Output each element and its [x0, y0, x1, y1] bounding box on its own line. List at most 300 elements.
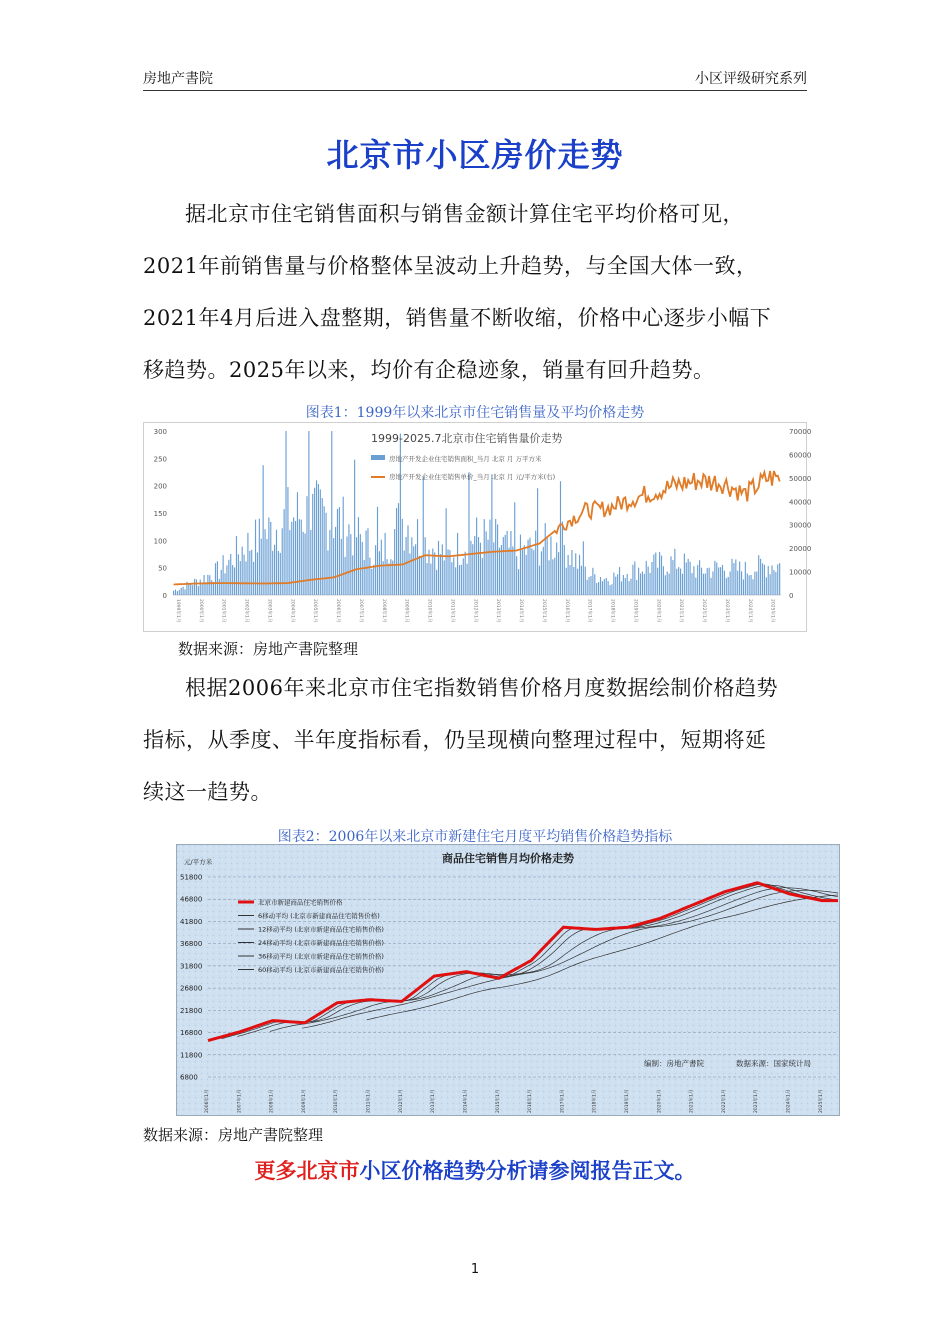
sales-bar [571, 550, 572, 595]
paragraph-1-line: 2021年4月后进入盘整期，销售量不断收缩，价格中心逐步小幅下 [143, 306, 772, 330]
x-tick: 2003年1月 [266, 599, 272, 623]
sales-bar [543, 547, 544, 595]
sales-bar [684, 554, 685, 595]
sales-bar [343, 497, 344, 595]
sales-bar [322, 498, 323, 595]
figure-1-source: 数据来源：房地产書院整理 [178, 640, 359, 658]
legend-label: 60移动平均 (北京市新建商品住宅销售价格) [258, 966, 384, 974]
sales-bar [289, 530, 290, 595]
x-tick: 2013年1月 [495, 599, 501, 623]
sales-bar [274, 545, 275, 595]
sales-bar [632, 565, 633, 595]
sales-bar [331, 431, 332, 595]
x-tick: 2011年1月 [449, 599, 455, 623]
x-tick: 2008年1月 [269, 1089, 275, 1113]
x-tick: 2019年1月 [625, 1089, 630, 1113]
sales-bar [484, 519, 485, 595]
y-left-tick: 100 [153, 537, 167, 546]
sales-bar [693, 566, 694, 595]
y-tick: 41800 [180, 917, 203, 926]
sales-bar [762, 563, 763, 595]
sales-bar [745, 562, 746, 595]
sales-bar [674, 549, 675, 595]
sales-bar [264, 529, 265, 595]
paragraph-2-line: 根据2006年来北京市住宅指数销售价格月度数据绘制价格趋势 [185, 676, 778, 700]
y-left-tick: 150 [153, 510, 167, 518]
sales-bar [436, 570, 437, 595]
sales-bar [234, 567, 235, 595]
sales-bar [423, 476, 424, 595]
sales-bar [737, 571, 738, 595]
x-tick: 2025年1月 [818, 1089, 824, 1113]
sales-bar [541, 551, 542, 595]
sales-bar [497, 524, 498, 595]
sales-bar [730, 571, 731, 595]
sales-bar [276, 530, 277, 595]
sales-bar [670, 556, 671, 595]
legend-label: 北京市新建商品住宅销售价格 [258, 898, 343, 907]
sales-bar [480, 543, 481, 595]
sales-bar [352, 555, 353, 595]
sales-bar [224, 573, 225, 595]
sales-bar [596, 583, 597, 595]
sales-bar [366, 531, 367, 595]
sales-bar [508, 548, 509, 595]
sales-bar [379, 551, 380, 595]
sales-bar [444, 560, 445, 595]
sales-bar [394, 529, 395, 595]
sales-bar [747, 573, 748, 595]
sales-bar [207, 575, 208, 595]
sales-bar [743, 579, 744, 595]
sales-bar [377, 507, 378, 595]
header-left: 房地产書院 [143, 71, 213, 87]
sales-bar [564, 545, 565, 595]
sales-bar [360, 534, 361, 595]
x-tick: 2009年1月 [403, 599, 409, 623]
y-tick: 51800 [180, 873, 203, 882]
sales-bar [247, 533, 248, 595]
sales-bar [301, 520, 302, 595]
sales-bar [598, 582, 599, 595]
sales-bar [263, 465, 264, 595]
sales-bar [634, 561, 635, 595]
sales-bar [558, 552, 559, 595]
sales-bar [242, 547, 243, 595]
sales-bar [537, 488, 538, 595]
sales-bar [728, 577, 729, 595]
sales-bar [653, 554, 654, 595]
sales-bar [470, 541, 471, 595]
sales-bar [188, 584, 189, 595]
sales-bar [630, 579, 631, 595]
sales-bar [434, 552, 435, 595]
sales-bar [566, 568, 567, 595]
sales-bar [752, 579, 753, 595]
figure-1-caption: 图表1：1999年以来北京市住宅销售量及平均价格走势 [305, 405, 645, 421]
sales-bar [404, 551, 405, 595]
sales-bar [663, 566, 664, 595]
sales-bar [282, 528, 283, 595]
sales-bar [240, 561, 241, 595]
sales-bar [428, 550, 429, 595]
sales-bar [198, 586, 199, 595]
sales-bar [705, 573, 706, 595]
sales-bar [499, 548, 500, 595]
sales-bar [770, 574, 771, 595]
closing-note-part2: 小区价格趋势分析请参阅报告正文。 [359, 1159, 696, 1183]
x-tick: 2017年1月 [586, 599, 592, 623]
x-tick: 2023年1月 [754, 1089, 760, 1113]
sales-bar [623, 575, 624, 595]
y-right-tick: 70000 [789, 428, 812, 436]
sales-bar [699, 560, 700, 595]
sales-bar [396, 508, 397, 595]
sales-bar [468, 472, 469, 595]
sales-bar [337, 509, 338, 595]
sales-bar [503, 537, 504, 595]
sales-bar [636, 580, 637, 595]
sales-bar [751, 575, 752, 595]
sales-bar [421, 556, 422, 595]
sales-bar [291, 522, 292, 595]
chart-2-annotation-left: 编制：房地产書院 [644, 1059, 704, 1068]
sales-bar [451, 562, 452, 595]
sales-bar [356, 537, 357, 595]
sales-bar [661, 556, 662, 595]
x-tick: 2024年1月 [746, 599, 752, 623]
sales-bar [446, 508, 447, 595]
sales-bar [638, 568, 639, 595]
paragraph-1-line: 移趋势。2025年以来，均价有企稳迹象，销量有回升趋势。 [143, 358, 715, 382]
sales-bar [608, 581, 609, 595]
sales-bar [568, 555, 569, 595]
sales-bar [629, 581, 630, 595]
y-left-tick: 200 [153, 482, 167, 491]
sales-bar [777, 564, 778, 595]
sales-bar [354, 460, 355, 595]
sales-bar [226, 565, 227, 595]
sales-bar [735, 559, 736, 595]
sales-bar [691, 573, 692, 595]
sales-bar [627, 574, 628, 595]
sales-bar [493, 542, 494, 595]
sales-bar [524, 545, 525, 595]
sales-bar [297, 492, 298, 595]
sales-bar [348, 524, 349, 595]
x-tick: 2019年1月 [632, 599, 638, 623]
sales-bar [516, 556, 517, 595]
sales-bar [440, 554, 441, 595]
sales-bar [367, 528, 368, 595]
sales-bar [341, 539, 342, 595]
y-right-tick: 50000 [789, 474, 812, 483]
sales-bar [369, 558, 370, 595]
page-title: 北京市小区房价走势 [326, 136, 624, 174]
x-tick: 2013年1月 [431, 1089, 437, 1113]
y-tick: 26800 [180, 984, 203, 993]
sales-bar [712, 571, 713, 595]
x-tick: 2021年1月 [678, 599, 684, 623]
sales-bar [407, 525, 408, 595]
sales-bar [457, 533, 458, 595]
sales-bar [253, 562, 254, 595]
y-tick: 21800 [180, 1006, 203, 1015]
sales-bar [398, 503, 399, 595]
sales-bar [417, 519, 418, 595]
y-right-tick: 30000 [789, 521, 812, 530]
legend-label: 24移动平均 (北京市新建商品住宅销售价格) [258, 939, 384, 947]
sales-bar [324, 506, 325, 595]
sales-bar [339, 507, 340, 595]
x-tick: 2002年1月 [243, 599, 249, 623]
sales-bar [739, 561, 740, 595]
sales-bar [686, 562, 687, 595]
header-right: 小区评级研究系列 [695, 71, 807, 87]
sales-bar [594, 574, 595, 595]
sales-bar [205, 582, 206, 595]
x-tick: 2011年1月 [366, 1089, 372, 1113]
sales-bar [709, 568, 710, 595]
sales-bar [665, 575, 666, 595]
sales-bar [625, 578, 626, 595]
sales-bar [592, 568, 593, 595]
sales-bar [676, 569, 677, 595]
sales-bar [520, 535, 521, 595]
y-right-tick: 10000 [789, 568, 812, 577]
sales-bar [219, 579, 220, 595]
sales-bar [236, 536, 237, 595]
sales-bar [173, 591, 174, 595]
x-tick: 2022年1月 [721, 1089, 727, 1113]
sales-bar [724, 571, 725, 595]
sales-bar [573, 567, 574, 595]
sales-bar [531, 548, 532, 595]
sales-bar [587, 580, 588, 595]
sales-bar [505, 535, 506, 595]
y-left-tick: 0 [162, 592, 167, 600]
sales-bar [667, 572, 668, 595]
sales-bar [345, 557, 346, 595]
x-tick: 2016年1月 [563, 599, 569, 623]
sales-bar [419, 556, 420, 595]
paragraph-2-line: 指标，从季度、半年度指标看，仍呈现横向整理过程中，短期将延 [143, 728, 767, 752]
paragraph-1 [143, 188, 807, 396]
sales-bar [556, 542, 557, 595]
sales-bar [284, 509, 285, 595]
sales-bar [200, 580, 201, 595]
y-tick: 36800 [180, 940, 203, 949]
sales-bar [327, 550, 328, 595]
sales-bar [244, 555, 245, 595]
sales-bar [644, 574, 645, 595]
sales-bar [486, 531, 487, 595]
sales-bar [415, 544, 416, 595]
x-tick: 2016年1月 [528, 1089, 534, 1113]
sales-bar [733, 563, 734, 595]
x-tick: 2015年1月 [495, 1089, 501, 1113]
sales-bar [215, 563, 216, 595]
sales-bar [611, 584, 612, 595]
sales-bar [642, 571, 643, 595]
legend-label: 36移动平均 (北京市新建商品住宅销售价格) [258, 952, 384, 961]
sales-bar [381, 540, 382, 595]
x-tick: 2018年1月 [592, 1089, 598, 1113]
chart-2-title: 商品住宅销售月均价格走势 [442, 852, 574, 865]
sales-bar [669, 574, 670, 595]
sales-bar [657, 568, 658, 595]
sales-bar [539, 566, 540, 595]
sales-bar [299, 519, 300, 595]
sales-bar [569, 565, 570, 595]
sales-bar [526, 555, 527, 595]
sales-bar [646, 561, 647, 595]
sales-bar [682, 574, 683, 595]
sales-bar [305, 533, 306, 595]
page-header [143, 68, 807, 91]
y-tick: 31800 [180, 962, 203, 971]
sales-bar [590, 576, 591, 595]
sales-bar [329, 530, 330, 595]
x-tick: 2006年1月 [205, 1089, 210, 1113]
sales-bar [310, 530, 311, 595]
sales-bar [358, 517, 359, 595]
paragraph-2 [143, 662, 807, 818]
sales-bar [585, 567, 586, 595]
x-tick: 2012年1月 [398, 1089, 404, 1113]
x-tick: 2007年1月 [357, 599, 363, 623]
sales-bar [779, 563, 780, 595]
sales-bar [760, 559, 761, 595]
sales-bar [617, 574, 618, 595]
sales-bar [619, 567, 620, 595]
sales-bar [278, 551, 279, 595]
sales-bar [373, 565, 374, 595]
y-right-tick: 40000 [789, 498, 812, 507]
sales-bar [430, 564, 431, 595]
sales-bar [409, 553, 410, 595]
sales-bar [552, 559, 553, 595]
sales-bar [756, 571, 757, 595]
sales-bar [707, 568, 708, 595]
sales-bar [476, 518, 477, 595]
sales-bar [181, 588, 182, 595]
y-tick: 11800 [180, 1051, 203, 1060]
sales-bar [510, 531, 511, 595]
legend-label: 12移动平均 (北京市新建商品住宅销售价格) [258, 925, 384, 934]
sales-bar [648, 567, 649, 595]
sales-bar [192, 585, 193, 595]
sales-bar [703, 574, 704, 595]
sales-bar [678, 567, 679, 595]
sales-bar [228, 560, 229, 595]
sales-bar [257, 552, 258, 595]
sales-bar [364, 560, 365, 595]
sales-bar [350, 534, 351, 595]
sales-bar [501, 545, 502, 595]
sales-bar [465, 552, 466, 595]
sales-bar [545, 523, 546, 595]
x-tick: 2023年1月 [723, 599, 729, 623]
figure-2-caption: 图表2：2006年以来北京市新建住宅月度平均销售价格趋势指标 [277, 829, 673, 845]
x-tick: 2010年1月 [334, 1089, 340, 1113]
y-tick: 6800 [180, 1073, 198, 1082]
sales-bar [489, 520, 490, 595]
sales-bar [581, 566, 582, 595]
sales-bar [232, 565, 233, 595]
sales-bar [716, 563, 717, 595]
sales-bar [659, 552, 660, 595]
x-tick: 2008年1月 [380, 599, 386, 623]
price-trend-chart [176, 844, 840, 1116]
sales-bar [726, 578, 727, 595]
sales-bar [335, 527, 336, 595]
sales-bar [775, 572, 776, 595]
page-number: 1 [470, 1262, 480, 1277]
sales-bar [295, 521, 296, 595]
sales-bar [453, 557, 454, 595]
sales-bar [604, 579, 605, 595]
sales-bar [491, 474, 492, 595]
sales-bar [487, 540, 488, 595]
sales-bar [773, 570, 774, 595]
sales-bar [547, 538, 548, 595]
sales-bar [613, 573, 614, 595]
figure-2-source: 数据来源：房地产書院整理 [143, 1126, 324, 1144]
legend-bar-label: 房地产开发企业住宅销售面积_当月 北京 月 万平方米 [389, 455, 542, 463]
sales-bar [548, 560, 549, 595]
sales-bar [533, 550, 534, 595]
sales-bar [766, 577, 767, 595]
y-right-tick: 0 [789, 592, 794, 600]
y-left-tick: 250 [153, 455, 167, 464]
x-tick: 2014年1月 [518, 599, 524, 623]
sales-bar [507, 531, 508, 595]
closing-note [0, 1155, 950, 1185]
sales-bar [209, 575, 210, 595]
sales-bar [426, 563, 427, 595]
sales-bar [649, 573, 650, 595]
paragraph-1-line: 2021年前销售量与价格整体呈波动上升趋势，与全国大体一致， [143, 254, 758, 278]
sales-bar [535, 531, 536, 595]
y-right-tick: 20000 [789, 545, 812, 554]
sales-bar [615, 577, 616, 595]
legend-label: 6移动平均 (北京市新建商品住宅销售价格) [258, 912, 380, 920]
x-tick: 2014年1月 [463, 1089, 469, 1113]
sales-bar [575, 553, 576, 595]
sales-bar [371, 569, 372, 595]
sales-bar [482, 558, 483, 595]
y-right-tick: 60000 [789, 451, 812, 460]
chart-2-annotation-right: 数据来源：国家统计局 [736, 1059, 811, 1068]
x-tick: 2017年1月 [560, 1089, 566, 1113]
sales-bar [402, 519, 403, 595]
sales-bar [602, 581, 603, 595]
paragraph-1-line: 据北京市住宅销售面积与销售金额计算住宅平均价格可见， [185, 202, 744, 226]
sales-bar [194, 579, 195, 595]
sales-bar [261, 539, 262, 595]
x-tick: 2021年1月 [689, 1089, 695, 1113]
chart-1-title: 1999-2025.7北京市住宅销售量价走势 [371, 432, 563, 445]
sales-bar [385, 533, 386, 595]
sales-bar [472, 544, 473, 595]
sales-bar [196, 579, 197, 595]
x-tick: 2000年1月 [197, 599, 203, 623]
x-tick: 2012年1月 [472, 599, 478, 623]
sales-bar [550, 536, 551, 595]
y-tick: 46800 [180, 895, 203, 904]
y-left-tick: 300 [153, 428, 167, 436]
